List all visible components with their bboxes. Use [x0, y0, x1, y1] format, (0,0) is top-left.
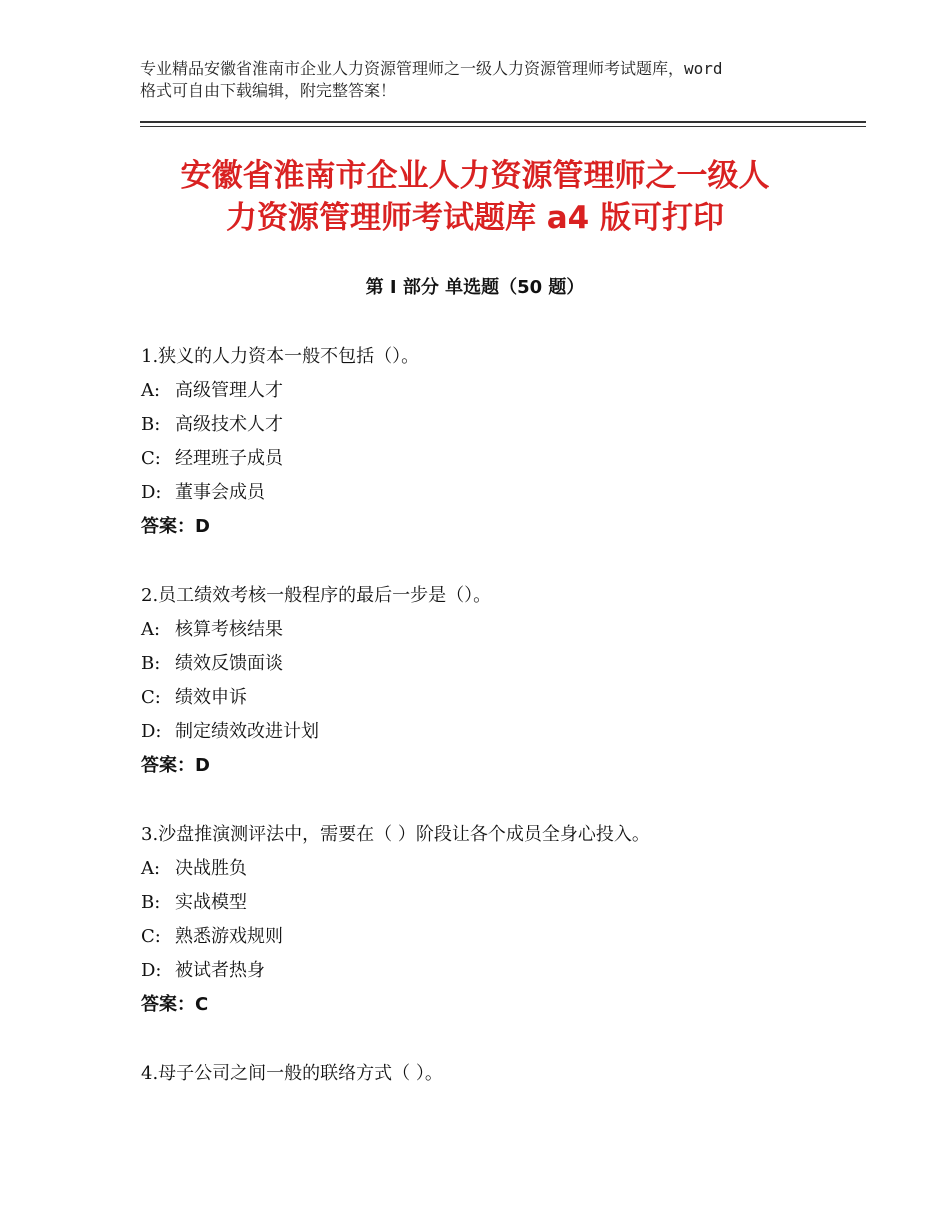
option-text: 被试者热身	[175, 960, 265, 981]
option-text: 制定绩效改进计划	[175, 721, 319, 742]
option-b	[141, 886, 861, 920]
option-d	[141, 954, 861, 988]
option-text: 绩效申诉	[175, 687, 247, 708]
option-text: 高级管理人才	[175, 380, 283, 401]
option-key: C:	[141, 448, 161, 469]
option-key: B:	[141, 414, 161, 435]
option-text: 高级技术人才	[175, 414, 283, 435]
option-d	[141, 476, 861, 510]
header-rule-thick	[140, 121, 866, 123]
option-a	[141, 613, 861, 647]
option-d	[141, 715, 861, 749]
option-key: B:	[141, 892, 161, 913]
option-key: A:	[141, 619, 161, 640]
option-key: C:	[141, 926, 161, 947]
header-note	[140, 58, 830, 102]
answer-line: 答案：D	[141, 755, 210, 776]
question-text: 4.母子公司之间一般的联络方式（ ）。	[141, 1063, 443, 1084]
option-text: 董事会成员	[175, 482, 265, 503]
header-note-line-1: 专业精品安徽省淮南市企业人力资源管理师之一级人力资源管理师考试题库，word	[140, 59, 723, 78]
option-key: A:	[141, 858, 161, 879]
question-4	[141, 1057, 861, 1091]
question-1	[141, 340, 861, 544]
question-text: 2.员工绩效考核一般程序的最后一步是（）。	[141, 585, 492, 606]
option-key: A:	[141, 380, 161, 401]
option-text: 决战胜负	[175, 858, 247, 879]
option-key: D:	[141, 721, 162, 742]
question-3	[141, 818, 861, 1022]
option-c	[141, 681, 861, 715]
question-2	[141, 579, 861, 783]
option-a	[141, 374, 861, 408]
document-title	[120, 155, 830, 239]
answer-line: 答案：C	[141, 994, 209, 1015]
document-title-line-2: 力资源管理师考试题库 a4 版可打印	[225, 200, 725, 236]
option-key: C:	[141, 687, 161, 708]
option-c	[141, 920, 861, 954]
option-b	[141, 647, 861, 681]
answer-line: 答案：D	[141, 516, 210, 537]
option-text: 绩效反馈面谈	[175, 653, 283, 674]
option-key: D:	[141, 960, 162, 981]
header-rule-thin	[140, 126, 866, 127]
option-text: 熟悉游戏规则	[175, 926, 283, 947]
option-key: B:	[141, 653, 161, 674]
option-c	[141, 442, 861, 476]
option-text: 经理班子成员	[175, 448, 283, 469]
option-b	[141, 408, 861, 442]
question-text: 1.狭义的人力资本一般不包括（）。	[141, 346, 420, 367]
section-heading: 第 I 部分 单选题（50 题）	[365, 277, 585, 298]
option-text: 实战模型	[175, 892, 247, 913]
question-text: 3.沙盘推演测评法中，需要在（ ）阶段让各个成员全身心投入。	[141, 824, 650, 845]
document-title-line-1: 安徽省淮南市企业人力资源管理师之一级人	[180, 158, 770, 194]
option-a	[141, 852, 861, 886]
option-key: D:	[141, 482, 162, 503]
option-text: 核算考核结果	[175, 619, 283, 640]
question-list	[141, 340, 861, 1126]
header-note-line-2: 格式可自由下载编辑，附完整答案！	[140, 81, 397, 100]
